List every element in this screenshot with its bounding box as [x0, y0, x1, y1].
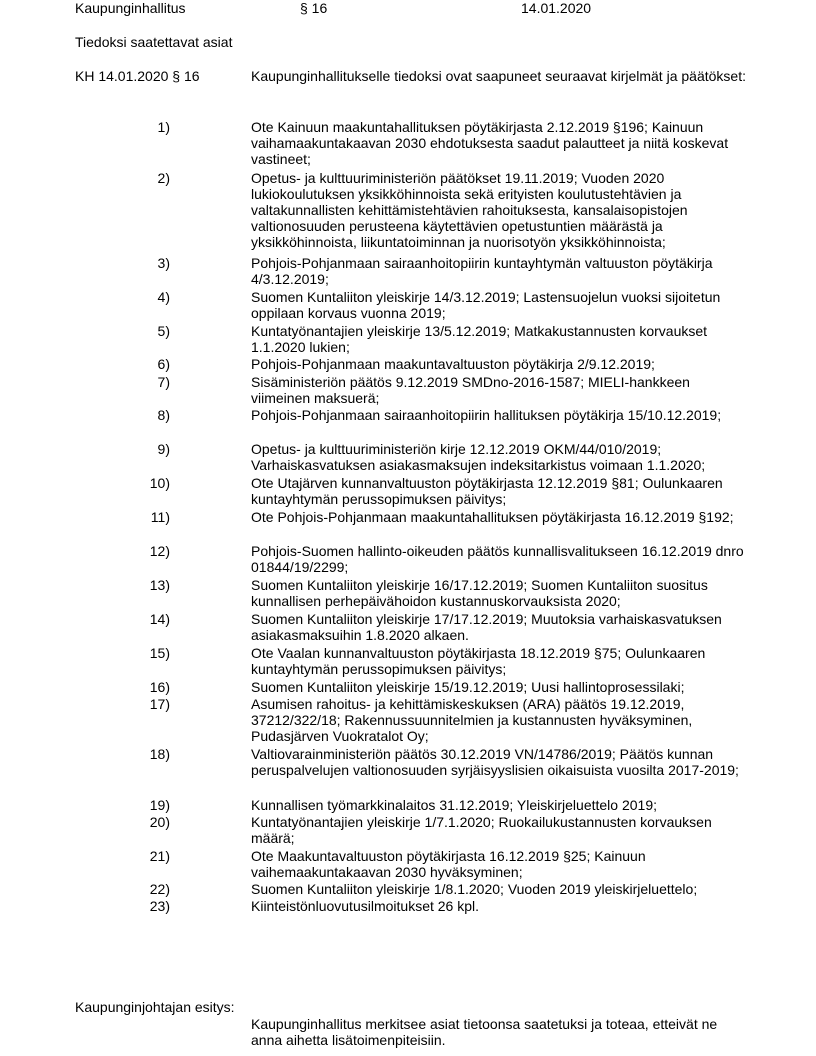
item-text: Suomen Kuntaliiton yleiskirje 16/17.12.2019; Suomen Kuntaliiton suositus kunnallisen perhepäivähoidon kustannuskorvauksista 2020;	[251, 577, 708, 609]
proposal-label: Kaupunginjohtajan esitys:	[75, 999, 235, 1015]
item-number: 23)	[149, 898, 170, 914]
item-number: 9)	[157, 441, 170, 457]
item-text: Suomen Kuntaliiton yleiskirje 15/19.12.2019; Uusi hallintoprosessilaki;	[251, 679, 685, 695]
intro-text: Kaupunginhallitukselle tiedoksi ovat saapuneet seuraavat kirjelmät ja päätökset:	[251, 68, 746, 84]
item-number: 16)	[149, 679, 170, 695]
item-number: 2)	[157, 170, 170, 186]
item-text: Pohjois-Suomen hallinto-oikeuden päätös kunnallisvalitukseen 16.12.2019 dnro 01844/19/2299;	[251, 543, 744, 575]
header-section: § 16	[300, 0, 328, 16]
item-number: 19)	[149, 797, 170, 813]
proposal-text: Kaupunginhallitus merkitsee asiat tietoonsa saatetuksi ja toteaa, etteivät ne anna aihetta lisätoimenpiteisiin.	[251, 1016, 718, 1048]
header-date: 14.01.2020	[521, 0, 592, 16]
item-number: 1)	[157, 119, 170, 135]
item-number: 18)	[149, 746, 170, 762]
item-text: Asumisen rahoitus- ja kehittämiskeskuksen (ARA) päätös 19.12.2019, 37212/322/18; Rakennussuunnitelmien ja kustannusten hyväksyminen, Pudasjärven Vuokratalot Oy;	[251, 696, 693, 744]
item-number: 15)	[149, 645, 170, 661]
item-number: 8)	[157, 407, 170, 423]
item-text: Suomen Kuntaliiton yleiskirje 14/3.12.2019; Lastensuojelun vuoksi sijoitetun oppilaan korvaus vuonna 2019;	[251, 289, 721, 321]
header-body: Kaupunginhallitus	[75, 0, 186, 16]
item-text: Pohjois-Pohjanmaan maakuntavaltuuston pöytäkirja 2/9.12.2019;	[251, 356, 655, 372]
item-number: 20)	[149, 814, 170, 830]
item-text: Valtiovarainministeriön päätös 30.12.2019 VN/14786/2019; Päätös kunnan peruspalvelujen valtionosuuden syrjäisyyslisien oikaisuista vuosilta 2017-2019;	[251, 746, 739, 778]
item-number: 4)	[157, 289, 170, 305]
item-number: 11)	[150, 509, 170, 525]
item-text: Ote Kainuun maakuntahallituksen pöytäkirjasta 2.12.2019 §196; Kainuun vaihamaakuntakaavan 2030 ehdotuksesta saadut palautteet ja niitä koskevat vastineet;	[251, 119, 729, 167]
item-text: Pohjois-Pohjanmaan sairaanhoitopiirin kuntayhtymän valtuuston pöytäkirja 4/3.12.2019;	[251, 255, 713, 287]
section-title: Tiedoksi saatettavat asiat	[75, 34, 233, 50]
item-text: Ote Maakuntavaltuuston pöytäkirjasta 16.12.2019 §25; Kainuun vaihemaakuntakaavan 2030 hyväksyminen;	[251, 848, 646, 880]
item-text: Suomen Kuntaliiton yleiskirje 1/8.1.2020; Vuoden 2019 yleiskirjeluettelo;	[251, 881, 698, 897]
item-number: 14)	[149, 611, 170, 627]
item-text: Sisäministeriön päätös 9.12.2019 SMDno-2016-1587; MIELI-hankkeen viimeinen maksuerä;	[251, 374, 690, 406]
item-number: 10)	[149, 475, 170, 491]
item-number: 12)	[149, 543, 170, 559]
item-number: 13)	[149, 577, 170, 593]
item-text: Kiinteistönluovutusilmoitukset 26 kpl.	[251, 898, 480, 914]
item-number: 7)	[157, 374, 170, 390]
item-text: Kuntatyönantajien yleiskirje 1/7.1.2020; Ruokailukustannusten korvauksen määrä;	[251, 814, 712, 846]
item-text: Ote Utajärven kunnanvaltuuston pöytäkirjasta 12.12.2019 §81; Oulunkaaren kuntayhtymän perussopimuksen päivitys;	[251, 475, 723, 507]
item-text: Pohjois-Pohjanmaan sairaanhoitopiirin hallituksen pöytäkirja 15/10.12.2019;	[251, 407, 722, 423]
item-number: 22)	[149, 881, 170, 897]
item-text: Ote Pohjois-Pohjanmaan maakuntahallituksen pöytäkirjasta 16.12.2019 §192;	[251, 509, 734, 525]
item-text: Opetus- ja kulttuuriministeriön päätökset 19.11.2019; Vuoden 2020 lukiokoulutuksen yksikköhinnoista sekä erityisten koulutustehtävien ja valtakunnallisten kehittämistehtävien rahoituksesta, kansalaisopistojen valtionosuuden perusteena käytettävien opetustuntien määrästä ja yksikköhinnoista, liikuntatoiminnan ja nuorisotyön yksikköhinnoista;	[251, 170, 688, 250]
item-text: Ote Vaalan kunnanvaltuuston pöytäkirjasta 18.12.2019 §75; Oulunkaaren kuntayhtymän perussopimuksen päivitys;	[251, 645, 706, 677]
item-text: Suomen Kuntaliiton yleiskirje 17/17.12.2019; Muutoksia varhaiskasvatuksen asiakasmaksuihin 1.8.2020 alkaen.	[251, 611, 722, 643]
item-number: 6)	[157, 356, 170, 372]
reference: KH 14.01.2020 § 16	[75, 68, 200, 84]
item-text: Opetus- ja kulttuuriministeriön kirje 12.12.2019 OKM/44/010/2019; Varhaiskasvatuksen asiakasmaksujen indeksitarkistus voimaan 1.1.2020;	[251, 441, 706, 473]
item-number: 5)	[157, 323, 170, 339]
item-number: 21)	[149, 848, 170, 864]
item-text: Kuntatyönantajien yleiskirje 13/5.12.2019; Matkakustannusten korvaukset 1.1.2020 lukien;	[251, 323, 708, 355]
item-number: 3)	[157, 255, 170, 271]
item-number: 17)	[149, 696, 170, 712]
item-text: Kunnallisen työmarkkinalaitos 31.12.2019; Yleiskirjeluettelo 2019;	[251, 797, 657, 813]
